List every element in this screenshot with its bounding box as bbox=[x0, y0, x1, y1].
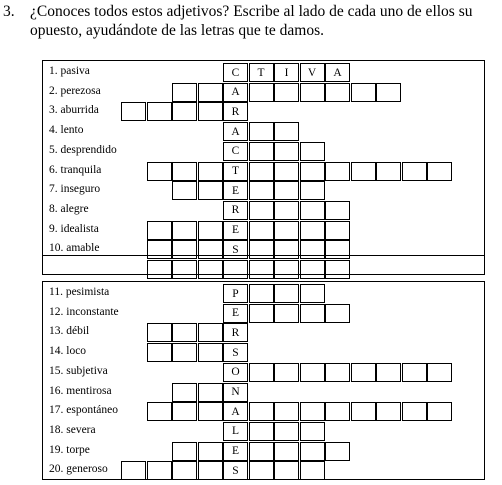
answer-cell[interactable] bbox=[300, 162, 325, 181]
answer-cell[interactable] bbox=[300, 284, 325, 303]
answer-cell[interactable] bbox=[172, 442, 197, 461]
answer-cell[interactable] bbox=[274, 221, 299, 240]
crossword-panel-personales bbox=[42, 281, 485, 480]
clue-label: 12. inconstante bbox=[49, 305, 119, 318]
answer-cell[interactable] bbox=[325, 240, 350, 259]
clue-label: 14. loco bbox=[49, 345, 87, 358]
key-letter-cell: A bbox=[223, 122, 248, 141]
answer-cell[interactable] bbox=[325, 402, 350, 421]
answer-cell[interactable] bbox=[172, 402, 197, 421]
answer-cell[interactable] bbox=[274, 284, 299, 303]
answer-cell[interactable] bbox=[198, 343, 223, 362]
exercise-number: 3. bbox=[3, 3, 15, 20]
answer-cell[interactable] bbox=[198, 461, 223, 480]
clue-label: 3. aburrida bbox=[49, 104, 99, 117]
answer-cell[interactable] bbox=[300, 240, 325, 259]
answer-cell[interactable] bbox=[325, 363, 350, 382]
answer-cell[interactable] bbox=[300, 83, 325, 102]
answer-cell[interactable] bbox=[198, 402, 223, 421]
answer-cell[interactable] bbox=[172, 162, 197, 181]
answer-cell[interactable] bbox=[376, 402, 401, 421]
answer-cell[interactable] bbox=[274, 260, 299, 279]
answer-cell[interactable] bbox=[274, 162, 299, 181]
answer-cell[interactable] bbox=[147, 260, 172, 279]
clue-label: 5. desprendido bbox=[49, 143, 117, 156]
instruction-line-1: ¿Conoces todos estos adjetivos? Escribe al lado de cada uno de ellos su bbox=[30, 3, 473, 20]
key-letter-cell: O bbox=[223, 363, 248, 382]
answer-cell[interactable] bbox=[402, 402, 427, 421]
key-letter-cell: A bbox=[223, 83, 248, 102]
answer-cell[interactable] bbox=[198, 102, 223, 121]
clue-label: 8. alegre bbox=[49, 202, 89, 215]
answer-cell[interactable] bbox=[249, 284, 274, 303]
clue-label: 1. pasiva bbox=[49, 65, 90, 77]
answer-cell[interactable] bbox=[274, 304, 299, 323]
answer-cell[interactable] bbox=[121, 102, 146, 121]
answer-cell[interactable] bbox=[249, 461, 274, 480]
answer-cell[interactable] bbox=[172, 221, 197, 240]
answer-cell[interactable] bbox=[198, 181, 223, 200]
answer-cell[interactable] bbox=[198, 240, 223, 259]
answer-cell[interactable] bbox=[249, 442, 274, 461]
answer-cell[interactable]: V bbox=[300, 63, 325, 82]
answer-cell[interactable] bbox=[274, 142, 299, 161]
answer-cell[interactable] bbox=[325, 260, 350, 279]
answer-cell[interactable] bbox=[172, 83, 197, 102]
key-letter-cell: R bbox=[223, 102, 248, 121]
answer-cell[interactable] bbox=[325, 162, 350, 181]
clue-label: 18. severa bbox=[49, 423, 96, 436]
key-letter-cell: R bbox=[223, 323, 248, 342]
answer-cell[interactable] bbox=[249, 83, 274, 102]
key-letter-cell: E bbox=[223, 442, 248, 461]
answer-cell[interactable] bbox=[300, 181, 325, 200]
answer-cell[interactable] bbox=[376, 363, 401, 382]
answer-cell[interactable] bbox=[249, 221, 274, 240]
answer-cell[interactable] bbox=[300, 142, 325, 161]
answer-cell[interactable] bbox=[274, 122, 299, 141]
clue-label: 20. generoso bbox=[49, 463, 108, 476]
key-letter-cell: E bbox=[223, 221, 248, 240]
clue-label: 7. inseguro bbox=[49, 183, 101, 196]
answer-cell[interactable]: T bbox=[249, 63, 274, 82]
answer-cell[interactable] bbox=[274, 201, 299, 220]
answer-cell[interactable] bbox=[300, 402, 325, 421]
clue-label: 2. perezosa bbox=[49, 84, 101, 97]
answer-cell[interactable] bbox=[147, 162, 172, 181]
key-letter-cell: E bbox=[223, 181, 248, 200]
key-letter-cell: A bbox=[223, 402, 248, 421]
answer-cell[interactable] bbox=[172, 343, 197, 362]
crossword-panel-activa bbox=[42, 60, 485, 275]
answer-cell[interactable] bbox=[198, 221, 223, 240]
answer-cell[interactable] bbox=[300, 461, 325, 480]
answer-cell[interactable] bbox=[172, 323, 197, 342]
key-letter-cell: N bbox=[223, 383, 248, 402]
answer-cell[interactable] bbox=[427, 402, 452, 421]
answer-cell[interactable] bbox=[300, 363, 325, 382]
clue-label: 16. mentirosa bbox=[49, 384, 112, 397]
answer-cell[interactable] bbox=[147, 343, 172, 362]
answer-cell[interactable] bbox=[351, 83, 376, 102]
answer-cell[interactable]: I bbox=[274, 63, 299, 82]
key-letter-cell: C bbox=[223, 63, 248, 82]
answer-cell[interactable] bbox=[351, 162, 376, 181]
answer-cell[interactable] bbox=[172, 260, 197, 279]
clue-label: 15. subjetiva bbox=[49, 364, 108, 377]
answer-cell[interactable] bbox=[402, 162, 427, 181]
answer-cell[interactable] bbox=[198, 83, 223, 102]
answer-cell[interactable] bbox=[249, 162, 274, 181]
answer-cell[interactable] bbox=[172, 461, 197, 480]
key-letter-cell: P bbox=[223, 284, 248, 303]
clue-label: 4. lento bbox=[49, 124, 84, 137]
instruction-line-2: opuesto, ayudándote de las letras que te damos. bbox=[30, 22, 324, 39]
answer-cell[interactable] bbox=[249, 363, 274, 382]
answer-cell[interactable] bbox=[121, 461, 146, 480]
clue-label: 11. pesimista bbox=[49, 286, 110, 298]
clue-label: 6. tranquila bbox=[49, 163, 102, 176]
answer-cell[interactable] bbox=[198, 323, 223, 342]
answer-cell[interactable] bbox=[198, 162, 223, 181]
answer-cell[interactable] bbox=[427, 162, 452, 181]
clue-label: 17. espontáneo bbox=[49, 404, 118, 417]
key-letter-cell: T bbox=[223, 162, 248, 181]
answer-cell[interactable] bbox=[198, 260, 223, 279]
answer-cell[interactable] bbox=[172, 102, 197, 121]
key-letter-cell: L bbox=[223, 422, 248, 441]
answer-cell[interactable] bbox=[172, 240, 197, 259]
answer-cell[interactable] bbox=[325, 221, 350, 240]
answer-cell[interactable] bbox=[198, 442, 223, 461]
answer-cell[interactable] bbox=[249, 422, 274, 441]
answer-cell[interactable] bbox=[249, 304, 274, 323]
answer-cell[interactable] bbox=[172, 181, 197, 200]
key-letter-cell: C bbox=[223, 142, 248, 161]
key-letter-cell: E bbox=[223, 304, 248, 323]
answer-cell[interactable] bbox=[147, 461, 172, 480]
answer-cell[interactable] bbox=[249, 201, 274, 220]
answer-cell[interactable] bbox=[147, 323, 172, 342]
answer-cell[interactable] bbox=[147, 221, 172, 240]
answer-cell[interactable] bbox=[325, 201, 350, 220]
clue-label: 9. idealista bbox=[49, 222, 99, 235]
key-letter-cell: S bbox=[223, 240, 248, 259]
answer-cell[interactable] bbox=[147, 102, 172, 121]
answer-cell[interactable] bbox=[300, 221, 325, 240]
answer-cell[interactable] bbox=[274, 240, 299, 259]
answer-cell[interactable] bbox=[249, 122, 274, 141]
answer-cell[interactable] bbox=[325, 83, 350, 102]
answer-cell[interactable] bbox=[376, 83, 401, 102]
key-letter-cell: R bbox=[223, 201, 248, 220]
answer-cell[interactable] bbox=[351, 402, 376, 421]
answer-cell[interactable] bbox=[249, 402, 274, 421]
answer-cell[interactable] bbox=[300, 260, 325, 279]
key-letter-cell: S bbox=[223, 343, 248, 362]
answer-cell[interactable] bbox=[274, 461, 299, 480]
answer-cell[interactable] bbox=[249, 181, 274, 200]
answer-cell[interactable] bbox=[300, 201, 325, 220]
answer-cell[interactable] bbox=[274, 181, 299, 200]
answer-cell[interactable] bbox=[427, 363, 452, 382]
answer-cell[interactable] bbox=[274, 442, 299, 461]
key-letter-cell bbox=[223, 260, 248, 279]
answer-cell[interactable] bbox=[274, 83, 299, 102]
answer-cell[interactable] bbox=[147, 402, 172, 421]
answer-cell[interactable] bbox=[300, 442, 325, 461]
answer-cell[interactable] bbox=[249, 240, 274, 259]
key-letter-cell: S bbox=[223, 461, 248, 480]
answer-cell[interactable] bbox=[249, 260, 274, 279]
clue-label: 13. débil bbox=[49, 325, 90, 338]
answer-cell[interactable] bbox=[198, 383, 223, 402]
answer-cell[interactable] bbox=[274, 402, 299, 421]
answer-cell[interactable] bbox=[351, 363, 376, 382]
clue-label: 10. amable bbox=[49, 242, 100, 255]
answer-cell[interactable] bbox=[376, 162, 401, 181]
answer-cell[interactable] bbox=[172, 383, 197, 402]
answer-cell[interactable]: A bbox=[325, 63, 350, 82]
answer-cell[interactable] bbox=[147, 240, 172, 259]
answer-cell[interactable] bbox=[300, 304, 325, 323]
answer-cell[interactable] bbox=[274, 422, 299, 441]
clue-label: 19. torpe bbox=[49, 443, 90, 456]
answer-cell[interactable] bbox=[325, 304, 350, 323]
answer-cell[interactable] bbox=[300, 422, 325, 441]
answer-cell[interactable] bbox=[249, 142, 274, 161]
answer-cell[interactable] bbox=[402, 363, 427, 382]
answer-cell[interactable] bbox=[274, 363, 299, 382]
answer-cell[interactable] bbox=[325, 442, 350, 461]
